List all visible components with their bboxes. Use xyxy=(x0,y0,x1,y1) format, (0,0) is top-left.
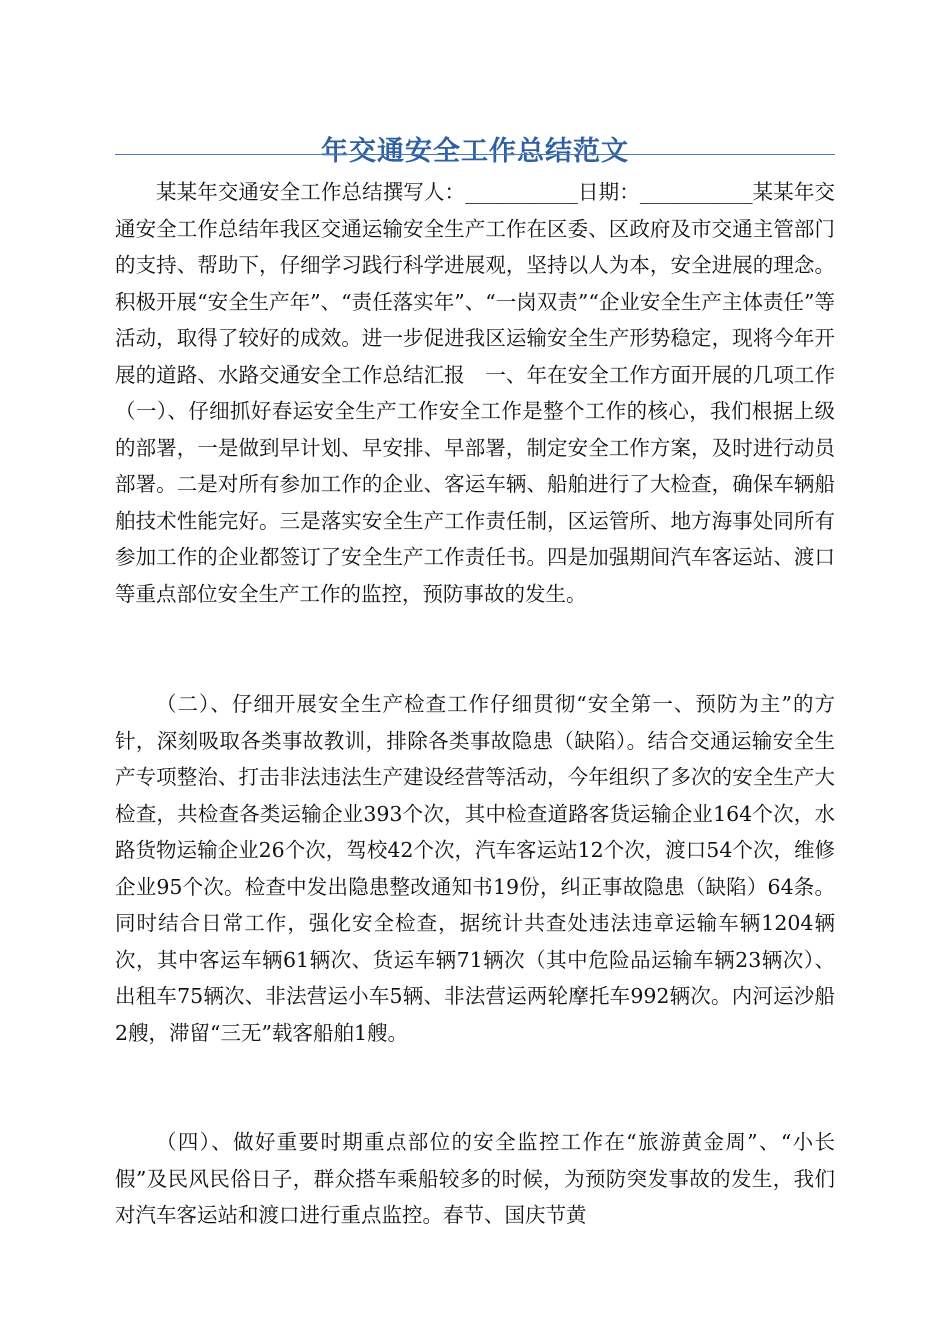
paragraph-2: （二）、仔细开展安全生产检查工作仔细贯彻“安全第一、预防为主”的方针，深刻吸取各类事故教训，排除各类事故隐患（缺陷）。结合交通运输安全生产专项整治、打击非法违法生产建设经营等活动，今年组织了多次的安全生产大检查，共检查各类运输企业393个次，其中检查道路客货运输企业164个次，水路货物运输企业26个次，驾校42个次，汽车客运站12个次，渡口54个次，维修企业95个次。检查中发出隐患整改通知书19份，纠正事故隐患（缺陷）64条。同时结合日常工作，强化安全检查，据统计共查处违法违章运输车辆1204辆次，其中客运车辆61辆次、货运车辆71辆次（其中危险品运输车辆23辆次）、出租车75辆次、非法营运小车5辆、非法营运两轮摩托车992辆次。内河运沙船2艘，滞留“三无”载客船舶1艘。 xyxy=(115,692,835,1045)
title-underline xyxy=(115,154,835,155)
document-title: 年交通安全工作总结范文 xyxy=(321,136,629,168)
paragraph-3: （四）、做好重要时期重点部位的安全监控工作在“旅游黄金周”、“小长假”及民风民俗日子，群众搭车乘船较多的时候，为预防突发事故的发生，我们对汽车客运站和渡口进行重点监控。春节、国庆节黄 xyxy=(115,1130,835,1227)
paragraph-1: 某某年交通安全工作总结撰写人：___________日期：___________某某年交通安全工作总结年我区交通运输安全生产工作在区委、区政府及市交通主管部门的支持、帮助下，仔细学习践行科学进展观，坚持以人为本，安全进展的理念。积极开展“安全生产年”、“责任落实年”、“一岗双责”“企业安全生产主体责任”等活动，取得了较好的成效。进一步促进我区运输安全生产形势稳定，现将今年开展的道路、水路交通安全工作总结汇报 一、年在安全工作方面开展的几项工作（一）、仔细抓好春运安全生产工作安全工作是整个工作的核心，我们根据上级的部署，一是做到早计划、早安排、早部署，制定安全工作方案，及时进行动员部署。二是对所有参加工作的企业、客运车辆、船舶进行了大检查，确保车辆船舶技术性能完好。三是落实安全生产工作责任制，区运管所、地方海事处同所有参加工作的企业都签订了安全生产工作责任书。四是加强期间汽车客运站、渡口等重点部位安全生产工作的监控，预防事故的发生。 xyxy=(115,180,835,606)
